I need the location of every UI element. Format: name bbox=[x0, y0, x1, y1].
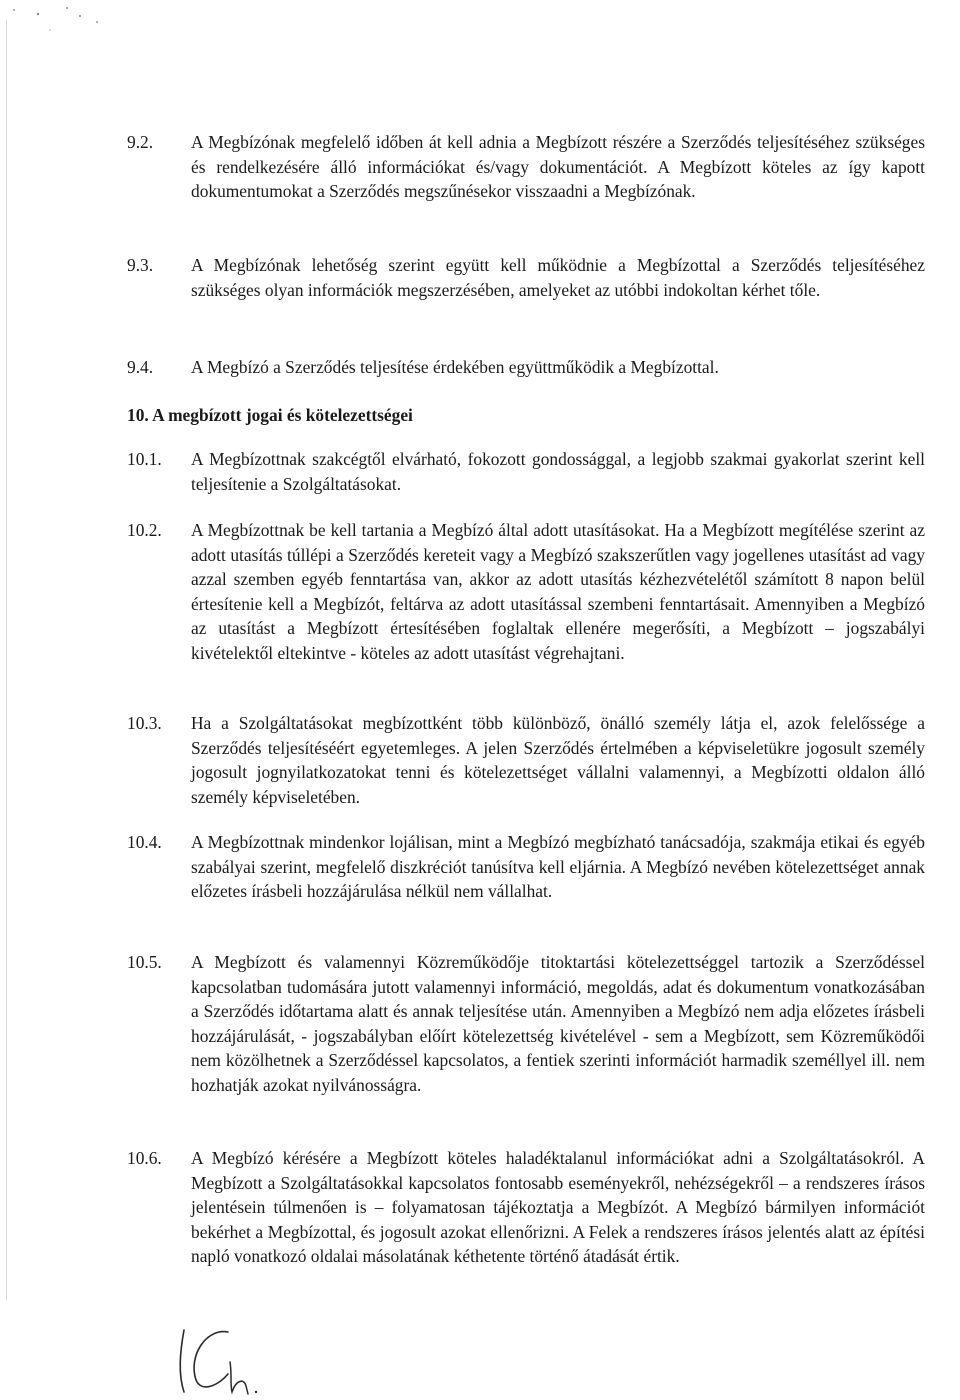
clause-number: 10.6. bbox=[127, 1148, 162, 1168]
clause-9-3 bbox=[127, 253, 925, 302]
handwritten-signature bbox=[170, 1322, 280, 1398]
clause-number: 9.3. bbox=[127, 255, 154, 275]
clause-number: 9.4. bbox=[127, 357, 154, 377]
clause-number: 9.2. bbox=[127, 132, 154, 152]
clause-10-3 bbox=[127, 711, 925, 809]
clause-text: A Megbízó kérésére a Megbízott köteles haladéktalanul információkat adni a Szolgáltatásokról. A Megbízott a Szolgáltatásokkal kapcsolatos fontosabb eseményekről, nehézségekről – a rendszeres írásos jelentésein túlmenően is – folyamatosan tájékoztatja a Megbízót. A Megbízó bármilyen információt bekérhet a Megbízottal, és jogosult azokat ellenőrizni. A Felek a rendszeres írásos jelentés alatt az építési napló vonatkozó oldalai másolatának kéthetente történő átadását értik. bbox=[191, 1148, 925, 1267]
clause-9-4 bbox=[127, 355, 925, 380]
clause-text: A Megbízónak lehetőség szerint együtt kell működnie a Megbízottal a Szerződés teljesítéséhez szükséges olyan információk megszerzésében, amelyeket az utóbbi indokoltan kérhet tőle. bbox=[191, 255, 925, 300]
clause-number: 10.2. bbox=[127, 520, 162, 540]
section-heading: 10. A megbízott jogai és kötelezettségei bbox=[127, 405, 413, 425]
clause-10-4 bbox=[127, 830, 925, 904]
clause-10-5 bbox=[127, 950, 925, 1098]
clause-number: 10.3. bbox=[127, 713, 162, 733]
clause-text: A Megbízottnak szakcégtől elvárható, fokozott gondossággal, a legjobb szakmai gyakorlat szerint kell teljesítenie a Szolgáltatásokat. bbox=[191, 449, 925, 494]
clause-text: A Megbízottnak be kell tartania a Megbízó által adott utasításokat. Ha a Megbízott megítélése szerint az adott utasítás túllépi a Szerződés kereteit vagy a Megbízó szakszerűtlen vagy jogellenes utasítást ad vagy azzal szemben egyéb fenntartása van, akkor az adott utasítás kézhezvételétől számított 8 napon belül értesítenie kell a Megbízót, feltárva az adott utasítással szembeni fenntartásait. Amennyiben a Megbízó az utasítást a Megbízott értesítésében foglaltak ellenére megerősíti, a Megbízott – jogszabályi kivételektől eltekintve - köteles az adott utasítást végrehajtani. bbox=[191, 520, 925, 663]
clause-text: A Megbízottnak mindenkor lojálisan, mint a Megbízó megbízható tanácsadója, szakmája etikai és egyéb szabályai szerint, megfelelő diszkréciót tanúsítva kell eljárnia. A Megbízó nevében kötelezettséget annak előzetes írásbeli hozzájárulása nélkül nem vállalhat. bbox=[191, 832, 925, 902]
clause-number: 10.4. bbox=[127, 832, 162, 852]
clause-text: A Megbízónak megfelelő időben át kell adnia a Megbízott részére a Szerződés teljesítéséhez szükséges és rendelkezésére álló információkat és/vagy dokumentációt. A Megbízott köteles az így kapott dokumentumokat a Szerződés megszűnésekor visszaadni a Megbízónak. bbox=[191, 132, 925, 202]
clause-text: A Megbízott és valamennyi Közreműködője titoktartási kötelezettséggel tartozik a Szerződéssel kapcsolatban tudomására jutott valamennyi információ, megoldás, adat és dokumentum vonatkozásában a Szerződés időtartama alatt és annak teljesítése után. Amennyiben a Megbízó nem adja előzetes írásbeli hozzájárulását, - jogszabályban előírt kötelezettség kivételével - sem a Megbízott, sem Közreműködői nem közölhetnek a Szerződéssel kapcsolatos, a fentiek szerinti információt harmadik személlyel ill. nem hozhatják azokat nyilvánosságra. bbox=[191, 952, 925, 1095]
clause-10-1 bbox=[127, 447, 925, 496]
clause-text: Ha a Szolgáltatásokat megbízottként több különböző, önálló személy látja el, azok felelőssége a Szerződés teljesítéséért egyetemleges. A jelen Szerződés értelmében a képviseletükre jogosult személy jogosult jognyilatkozatokat tenni és kötelezettséget vállalni valamennyi, a Megbízotti oldalon álló személy képviseletében. bbox=[191, 713, 925, 807]
clause-10-6 bbox=[127, 1146, 925, 1269]
clause-text: A Megbízó a Szerződés teljesítése érdekében együttműködik a Megbízottal. bbox=[191, 357, 719, 377]
clause-10-2 bbox=[127, 518, 925, 666]
scan-speckles bbox=[0, 0, 120, 40]
clause-number: 10.5. bbox=[127, 952, 162, 972]
clause-9-2 bbox=[127, 130, 925, 204]
scan-edge-line bbox=[6, 20, 7, 1300]
clause-number: 10.1. bbox=[127, 449, 162, 469]
